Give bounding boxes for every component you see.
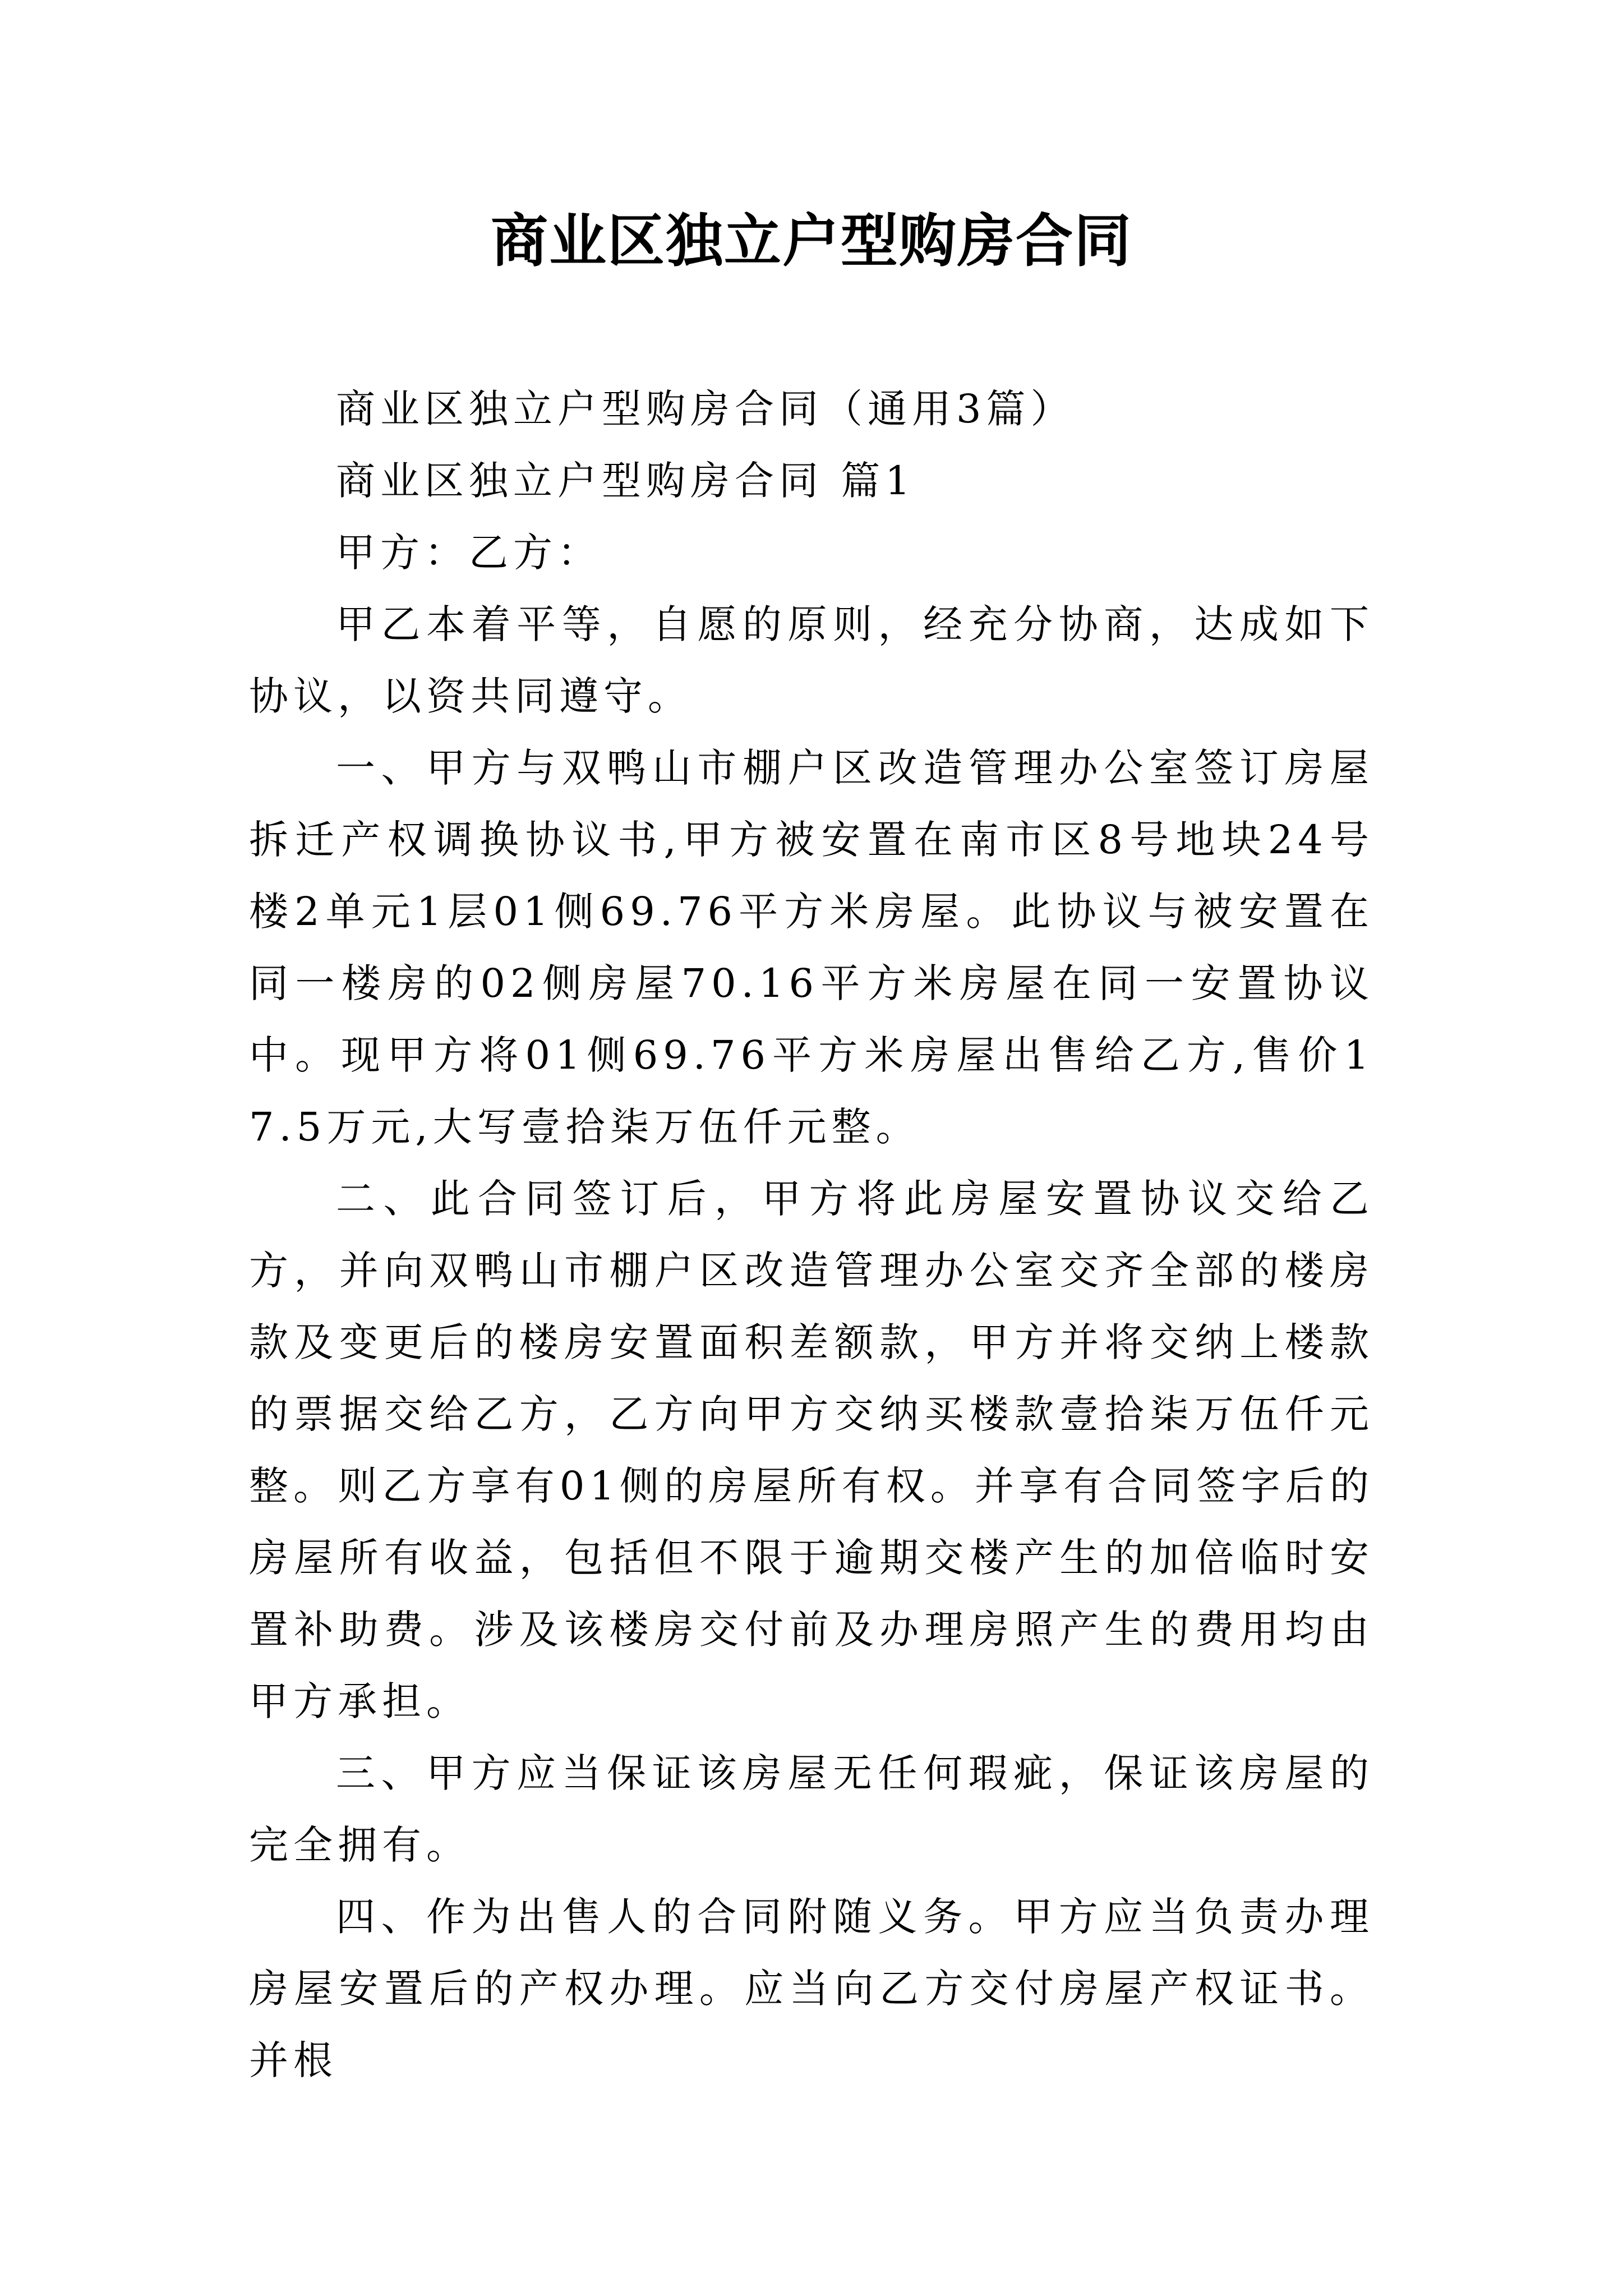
clause-3-paragraph: 三、甲方应当保证该房屋无任何瑕疵，保证该房屋的完全拥有。 — [249, 1750, 1374, 1868]
clause-1-paragraph: 一、甲方与双鸭山市棚户区改造管理办公室签订房屋拆迁产权调换协议书,甲方被安置在南市区8号地块24号楼2单元1层01侧69.76平方米房屋。此协议与被安置在同一楼房的02侧房屋70.16平方米房屋在同一安置协议中。现甲方将01侧69.76平方米房屋出售给乙方,售价17.5万元,大写壹拾柒万伍仟元整。 — [249, 745, 1374, 1150]
clause-2-paragraph: 二、此合同签订后，甲方将此房屋安置协议交给乙方，并向双鸭山市棚户区改造管理办公室交齐全部的楼房款及变更后的楼房安置面积差额款，甲方并将交纳上楼款的票据交给乙方，乙方向甲方交纳买楼款壹拾柒万伍仟元整。则乙方享有01侧的房屋所有权。并享有合同签字后的房屋所有收益，包括但不限于逾期交楼产生的加倍临时安置补助费。涉及该楼房交付前及办理房照产生的费用均由甲方承担。 — [249, 1176, 1374, 1724]
document-title: 商业区独立户型购房合同 — [491, 208, 1132, 275]
section-heading: 商业区独立户型购房合同 篇1 — [336, 458, 915, 504]
document-body — [249, 373, 1374, 2096]
parties-line: 甲方：乙方： — [336, 530, 602, 576]
preamble-paragraph: 甲乙本着平等，自愿的原则，经充分协商，达成如下协议，以资共同遵守。 — [249, 601, 1374, 719]
clause-4-paragraph: 四、作为出售人的合同附随义务。甲方应当负责办理房屋安置后的产权办理。应当向乙方交付房屋产权证书。并根 — [249, 1894, 1374, 2083]
subtitle-paragraph: 商业区独立户型购房合同（通用3篇） — [336, 386, 1075, 432]
